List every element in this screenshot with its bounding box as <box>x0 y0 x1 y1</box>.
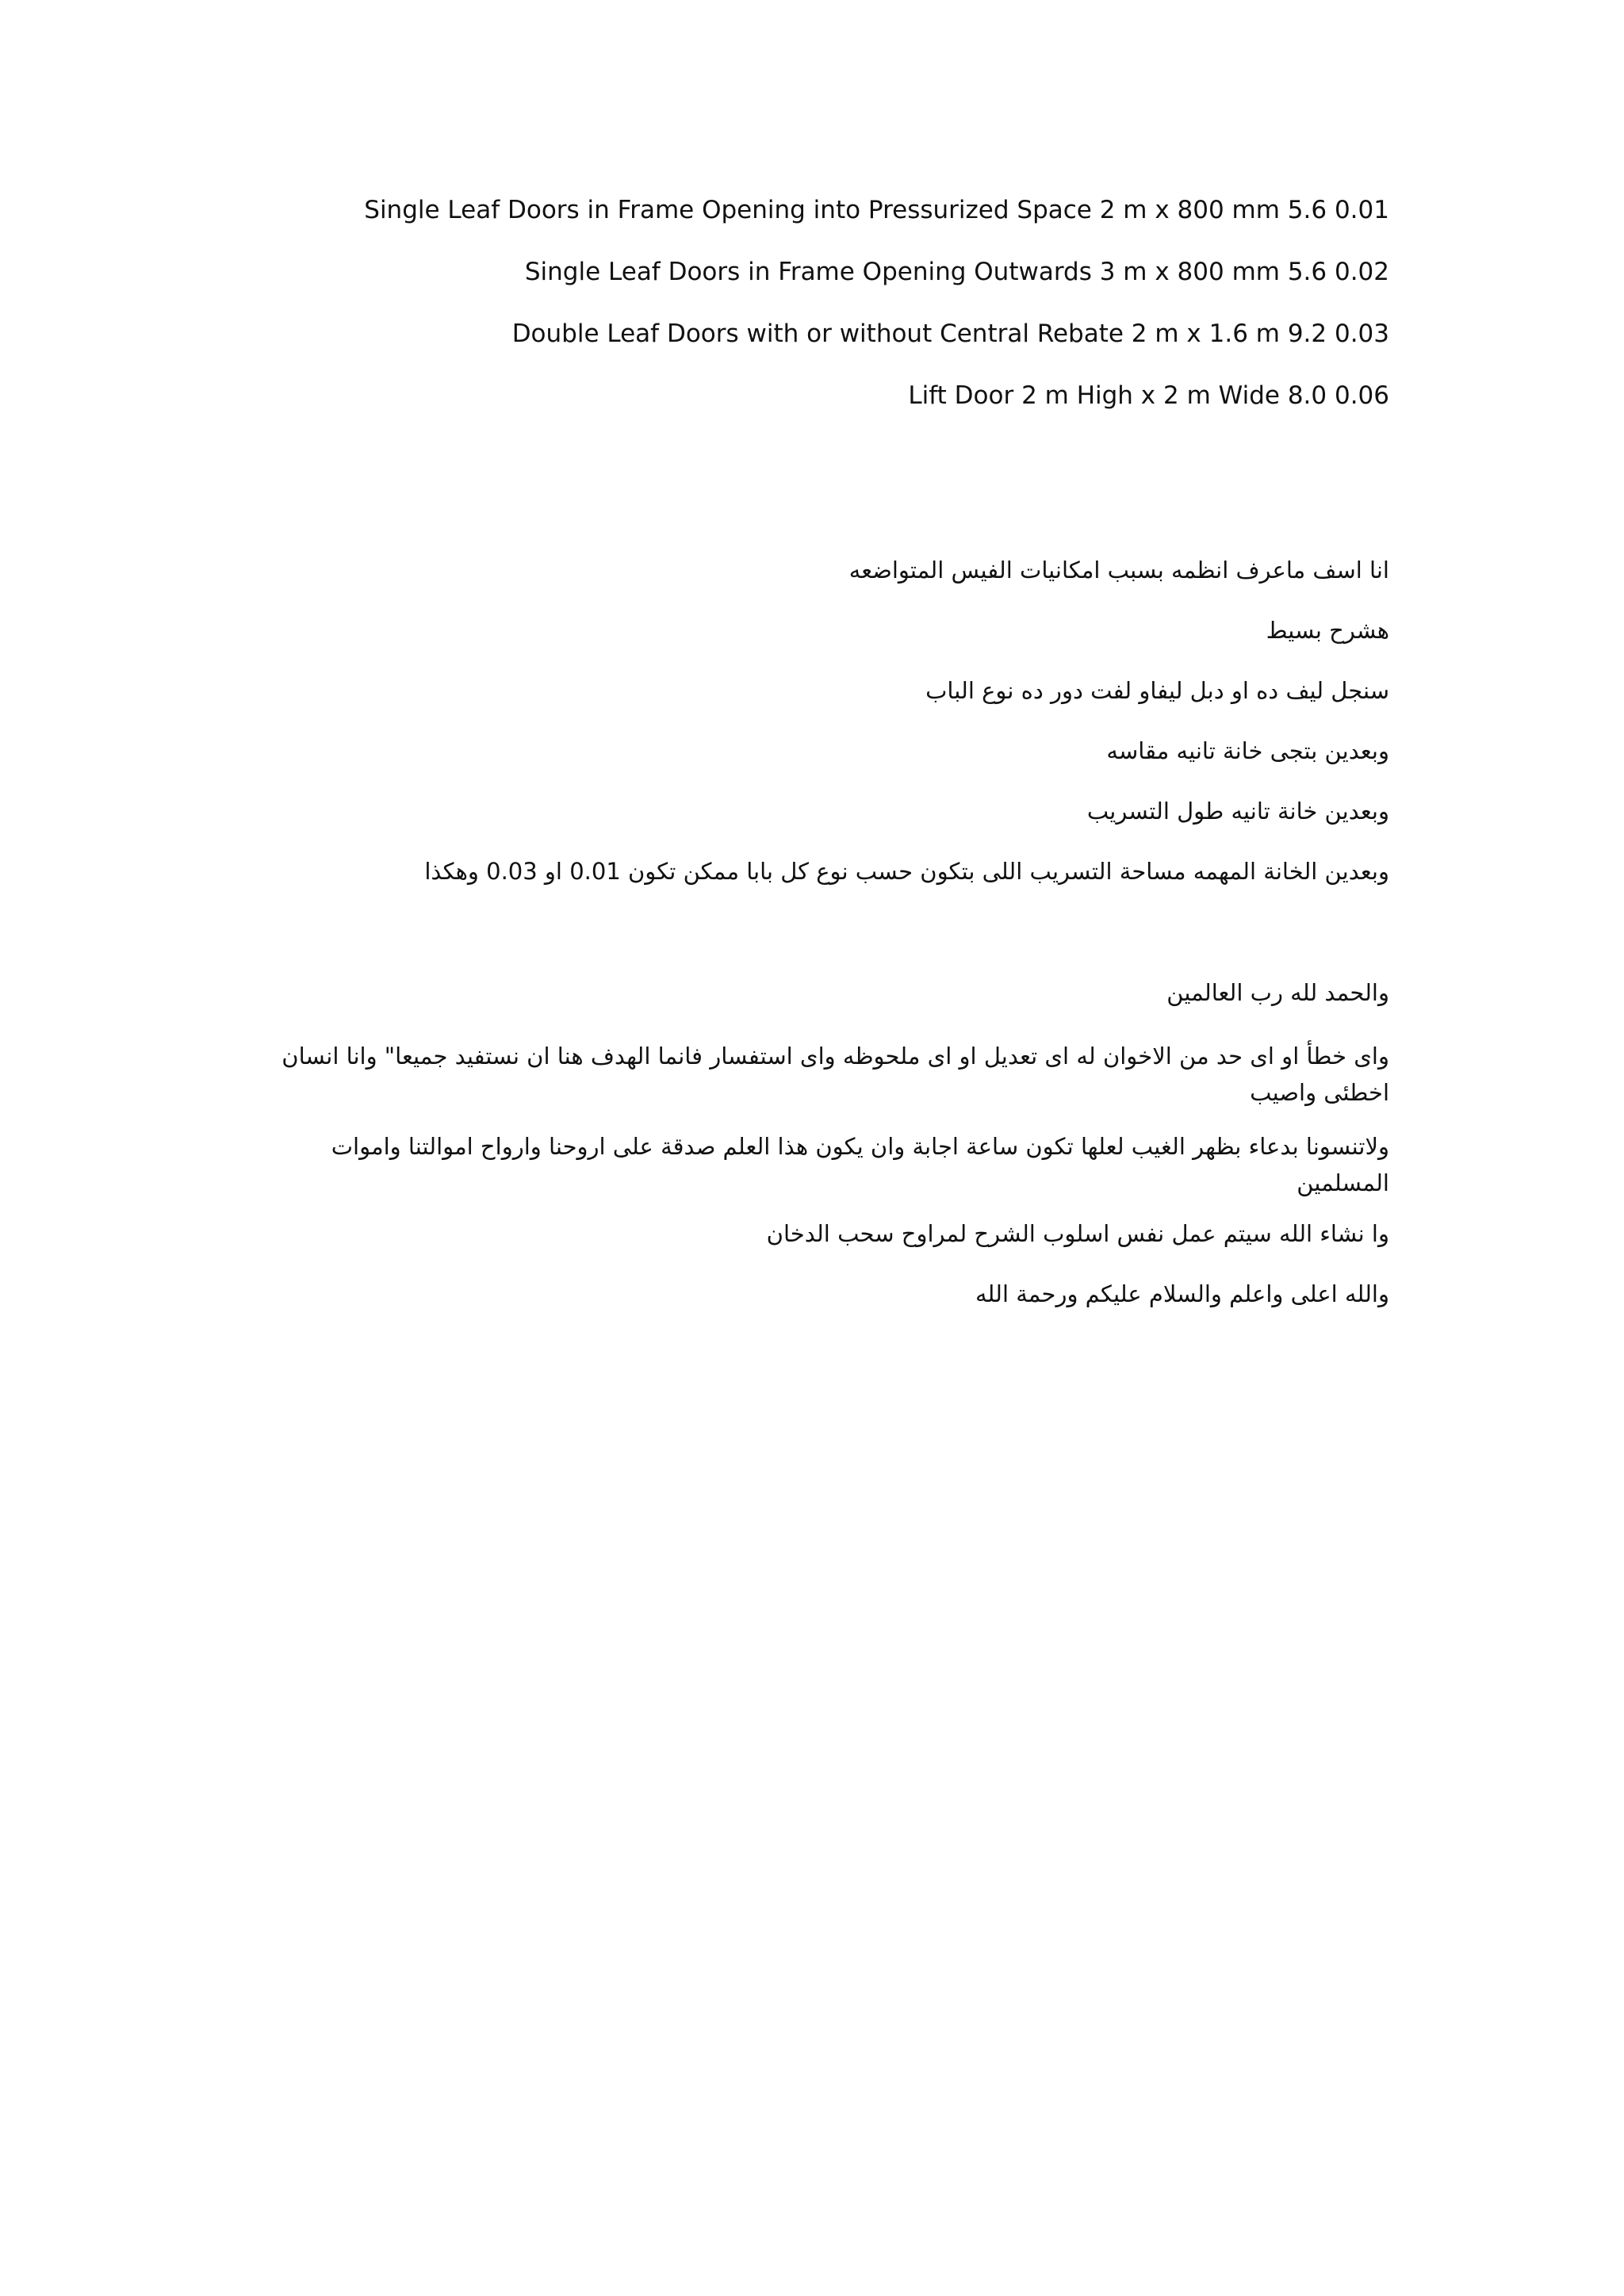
leakage-area-explanation-line: وبعدين الخانة المهمه مساحة التسريب اللى بتكون حسب نوع كل بابا ممكن تكون 0.01 او 0.03 وهكذا <box>424 858 1389 885</box>
leakage-length-explanation-line: وبعدين خانة تانيه طول التسريب <box>1086 798 1389 825</box>
explanation-block <box>238 555 1389 916</box>
door-line-single-leaf-outwards: Single Leaf Doors in Frame Opening Outwards 3 m x 800 mm 5.6 0.02 <box>524 258 1389 286</box>
praise-line: والحمد لله رب العالمين <box>1166 979 1389 1006</box>
door-type-explanation-line: سنجل ليف ده او دبل ليفاو لفت دور ده نوع الباب <box>925 677 1389 704</box>
door-leakage-list <box>238 195 1389 442</box>
door-line-lift-door: Lift Door 2 m High x 2 m Wide 8.0 0.06 <box>908 381 1389 410</box>
corrections-note-line: واى خطأ او اى حد من الاخوان له اى تعديل او اى ملحوظه واى استفسار فانما الهدف هنا ان نستفيد جميعا" وانا انسان اخطئى واصيب <box>282 1043 1389 1106</box>
farewell-line: والله اعلى واعلم والسلام عليكم ورحمة الله <box>975 1280 1389 1307</box>
apology-line: انا اسف ماعرف انظمه بسبب امكانيات الفيس المتواضعه <box>848 557 1389 584</box>
prayer-request-line: ولاتنسونا بدعاء بظهر الغيب لعلها تكون ساعة اجابة وان يكون هذا العلم صدقة على اروحنا وارواح اموالتنا واموات المسلمين <box>331 1133 1389 1196</box>
closing-block <box>238 978 1389 1339</box>
door-line-double-leaf: Double Leaf Doors with or without Central Rebate 2 m x 1.6 m 9.2 0.03 <box>511 320 1389 348</box>
size-column-explanation-line: وبعدين بتجى خانة تانيه مقاسه <box>1106 737 1389 764</box>
next-topic-line: وا نشاء الله سيتم عمل نفس اسلوب الشرح لمراوح سحب الدخان <box>766 1220 1389 1247</box>
explanation-intro-line: هشرح بسيط <box>1266 617 1389 644</box>
door-line-single-leaf-pressurized: Single Leaf Doors in Frame Opening into Pressurized Space 2 m x 800 mm 5.6 0.01 <box>364 196 1389 224</box>
